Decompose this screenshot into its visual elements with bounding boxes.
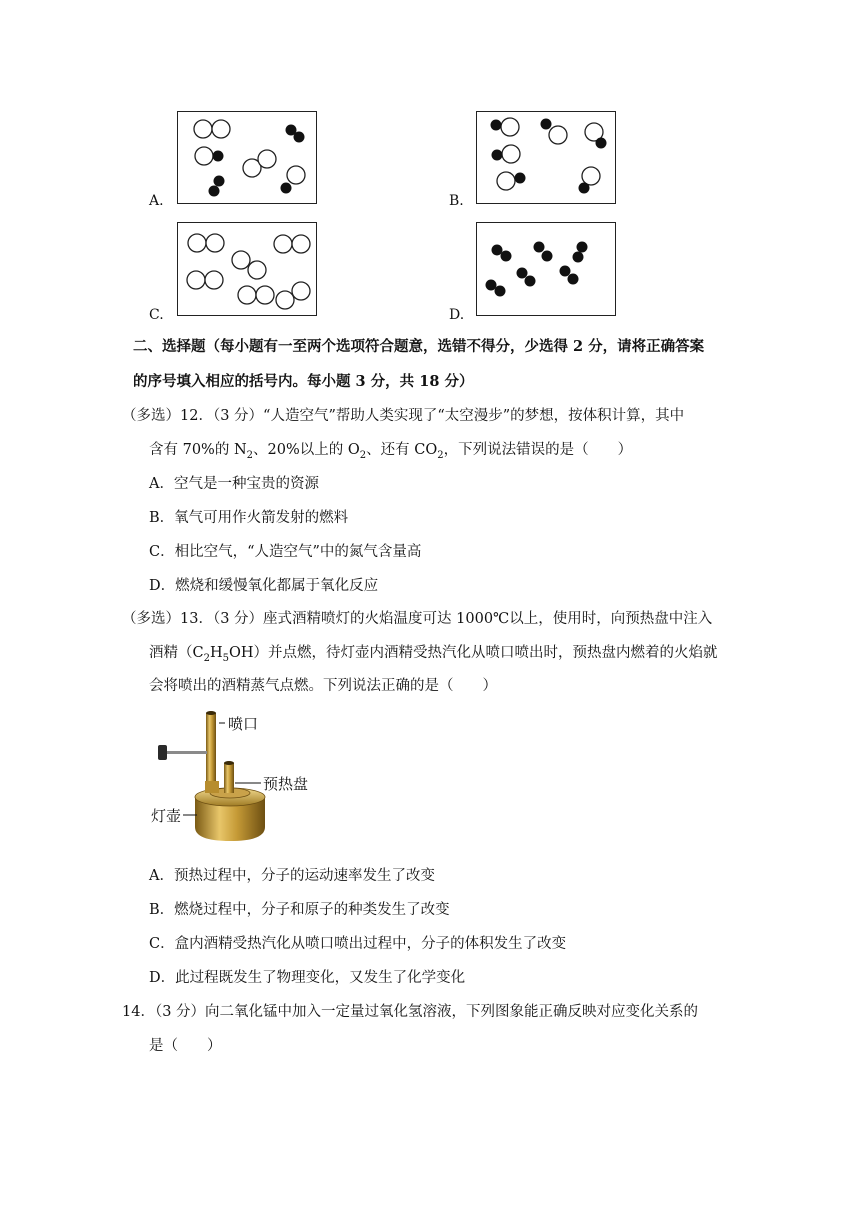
q13-option-b: B．燃烧过程中，分子和原子的种类发生了改变 [149, 902, 450, 918]
q12-stem-line2: 含有 70%的 $N_2$、20%以上的 $O_2$、还有 $CO_2$，下列说法错误的是（ ） [149, 442, 633, 461]
q13-option-a: A．预热过程中，分子的运动速率发生了改变 [149, 868, 435, 884]
section-2-heading-line2: 的序号填入相应的括号内。每小题 3 分，共 18 分） [133, 373, 474, 390]
molecule-diagram-a [178, 112, 315, 202]
q12-option-c: C．相比空气，“人造空气”中的氮气含量高 [149, 544, 422, 560]
option-a-label: A. [149, 193, 164, 209]
option-c-label: C. [149, 307, 164, 323]
option-c-diagram [177, 222, 317, 316]
q12-option-d: D．燃烧和缓慢氧化都属于氧化反应 [149, 578, 379, 594]
option-d-diagram [476, 222, 616, 316]
option-b-diagram [476, 111, 616, 204]
q14-stem-line2: 是（ ） [149, 1038, 222, 1054]
molecule-diagram-c [178, 223, 315, 314]
q13-stem-line2: 酒精$(C_2H_5OH)$并点燃，待灯壶内酒精受热汽化从喷口喷出时，预热盘内燃着的火焰就 [149, 645, 718, 664]
q13-option-d: D．此过程既发生了物理变化，又发生了化学变化 [149, 970, 466, 986]
q13-stem-line1: （多选）13．（3 分）座式酒精喷灯的火焰温度可达 1000℃以上，使用时，向预热盘中注入 [122, 611, 713, 627]
label-preheat-plate: 预热盘 [263, 775, 309, 793]
q14-stem-line1: 14．（3 分）向二氧化锰中加入一定量过氧化氢溶液，下列图象能正确反映对应变化关系的 [122, 1004, 699, 1020]
section-2-heading-line1: 二、选择题（每小题有一至两个选项符合题意，选错不得分，少选得 2 分，请将正确答案 [133, 338, 705, 355]
q12-stem-line1: （多选）12．（3 分）“人造空气”帮助人类实现了“太空漫步”的梦想，按体积计算，其中 [122, 408, 685, 424]
label-nozzle: 喷口 [228, 715, 259, 733]
q12-option-a: A．空气是一种宝贵的资源 [149, 476, 319, 492]
q12-option-b: B．氧气可用作火箭发射的燃料 [149, 510, 349, 526]
option-a-diagram [177, 111, 317, 204]
option-d-label: D. [449, 307, 465, 323]
q13-option-c: C．盒内酒精受热汽化从喷口喷出过程中，分子的体积发生了改变 [149, 936, 567, 952]
q13-stem-line3: 会将喷出的酒精蒸气点燃。下列说法正确的是（ ） [149, 678, 497, 694]
molecule-diagram-b [477, 112, 614, 202]
label-lamp-pot: 灯壶 [151, 807, 182, 825]
molecule-diagram-d [477, 223, 614, 314]
option-b-label: B. [449, 193, 464, 209]
